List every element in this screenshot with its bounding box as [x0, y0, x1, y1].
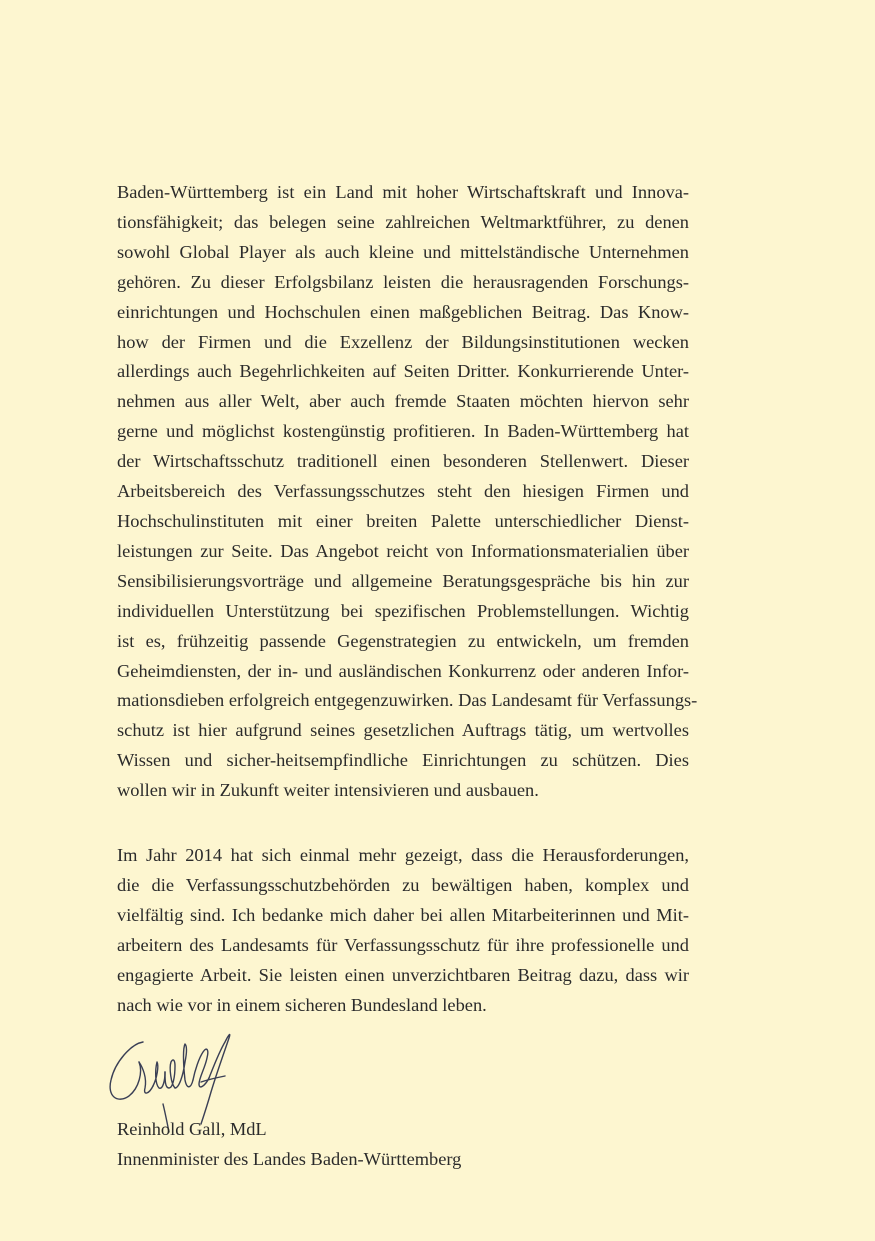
paragraph-1-line: gerne und möglichst kostengünstig profitieren. In Baden-Württemberg hat	[117, 421, 689, 442]
paragraph-1-line: individuellen Unterstützung bei spezifischen Problemstellungen. Wichtig	[117, 600, 689, 621]
signer-title: Innenminister des Landes Baden-Württemberg	[117, 1149, 462, 1169]
paragraph-2	[117, 841, 689, 1020]
paragraph-1-line: wollen wir in Zukunft weiter intensivieren und ausbauen.	[117, 780, 539, 801]
paragraph-1-line: schutz ist hier aufgrund seines gesetzlichen Auftrags tätig, um wertvolles	[117, 720, 689, 741]
paragraph-1-line: Wissen und sicher-heitsempfindliche Einrichtungen zu schützen. Dies	[117, 750, 689, 771]
paragraph-1-line: Arbeitsbereich des Verfassungsschutzes steht den hiesigen Firmen und	[117, 481, 689, 502]
paragraph-1-line: mationsdieben erfolgreich entgegenzuwirken. Das Landesamt für Verfassungs-	[117, 690, 698, 711]
paragraph-2-line: Im Jahr 2014 hat sich einmal mehr gezeigt, dass die Herausforderungen,	[117, 845, 689, 865]
paragraph-1-line: allerdings auch Begehrlichkeiten auf Seiten Dritter. Konkurrierende Unter-	[117, 361, 689, 382]
paragraph-1	[117, 178, 698, 806]
paragraph-1-line: einrichtungen und Hochschulen einen maßgeblichen Beitrag. Das Know-	[117, 301, 689, 322]
paragraph-1-line: leistungen zur Seite. Das Angebot reicht von Informationsmaterialien über	[117, 540, 689, 561]
signer-name: Reinhold Gall, MdL	[117, 1119, 267, 1139]
paragraph-2-line: vielfältig sind. Ich bedanke mich daher bei allen Mitarbeiterinnen und Mit-	[117, 904, 689, 925]
paragraph-2-line: nach wie vor in einem sicheren Bundesland leben.	[117, 994, 487, 1015]
paragraph-1-line: tionsfähigkeit; das belegen seine zahlreichen Weltmarktführer, zu denen	[117, 211, 689, 232]
paragraph-1-line: Hochschulinstituten mit einer breiten Palette unterschiedlicher Dienst-	[117, 510, 689, 531]
paragraph-1-line: nehmen aus aller Welt, aber auch fremde Staaten möchten hiervon sehr	[117, 391, 689, 412]
paragraph-1-line: gehören. Zu dieser Erfolgsbilanz leisten die herausragenden Forschungs-	[117, 271, 689, 292]
paragraph-2-line: arbeitern des Landesamts für Verfassungsschutz für ihre professionelle und	[117, 934, 689, 955]
paragraph-2-line: engagierte Arbeit. Sie leisten einen unverzichtbaren Beitrag dazu, dass wir	[117, 964, 689, 985]
paragraph-1-line: how der Firmen und die Exzellenz der Bildungsinstitutionen wecken	[117, 331, 689, 352]
paragraph-1-line: sowohl Global Player als auch kleine und mittelständische Unternehmen	[117, 241, 689, 262]
paragraph-1-line: ist es, frühzeitig passende Gegenstrategien zu entwickeln, um fremden	[117, 630, 689, 651]
paragraph-1-line: Baden-Württemberg ist ein Land mit hoher Wirtschaftskraft und Innova-	[117, 182, 689, 202]
paragraph-1-line: der Wirtschaftsschutz traditionell einen besonderen Stellenwert. Dieser	[117, 451, 689, 472]
paragraph-1-line: Geheimdiensten, der in- und ausländischen Konkurrenz oder anderen Infor-	[117, 660, 689, 681]
paragraph-1-line: Sensibilisierungsvorträge und allgemeine Beratungsgespräche bis hin zur	[117, 570, 689, 591]
paragraph-2-line: die die Verfassungsschutzbehörden zu bewältigen haben, komplex und	[117, 874, 689, 895]
signer-block	[117, 1114, 461, 1174]
